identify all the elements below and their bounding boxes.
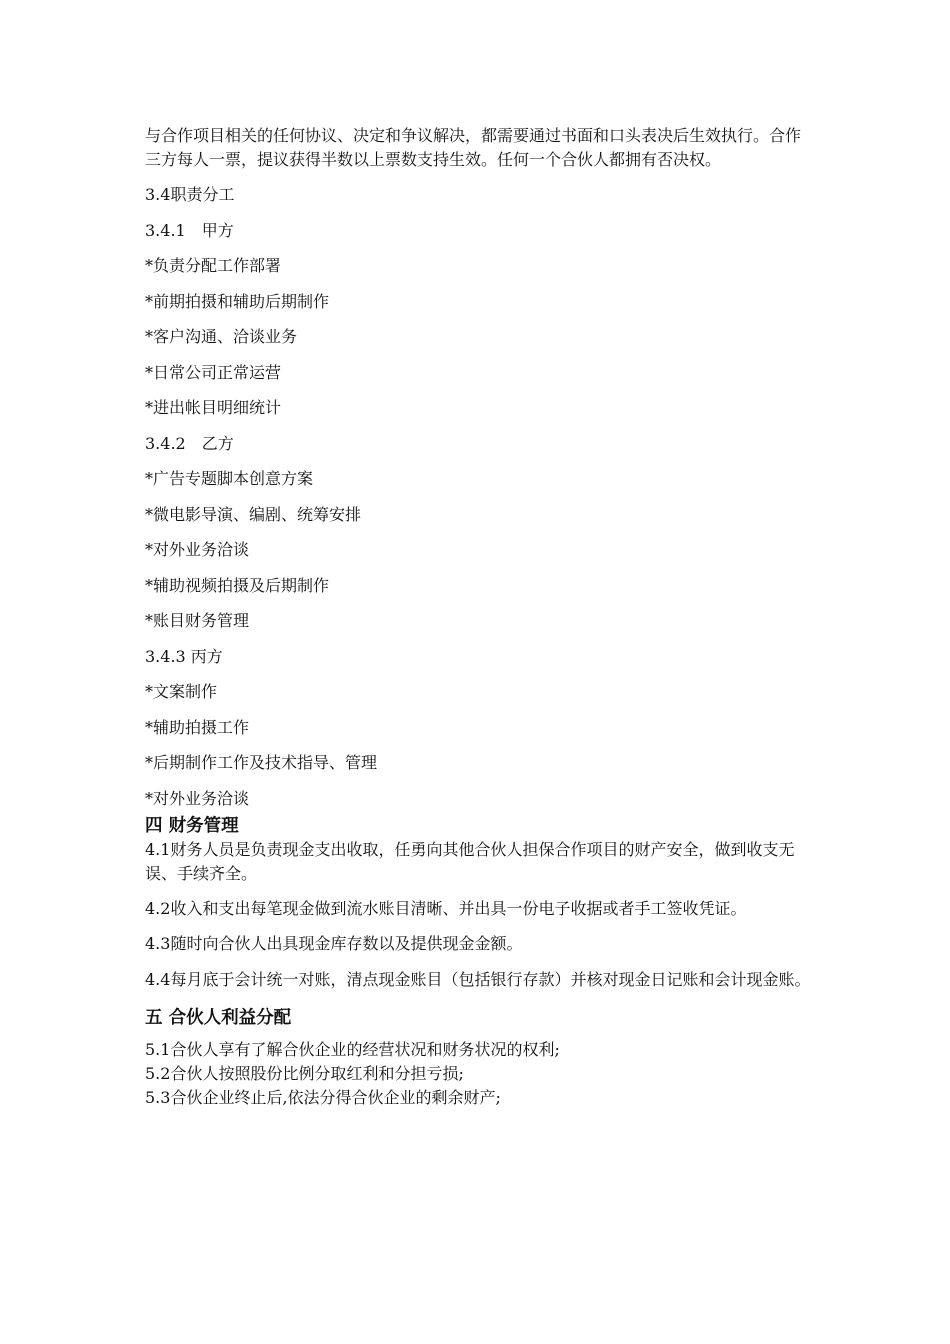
party-b-item: *辅助视频拍摄及后期制作 — [145, 575, 330, 595]
section-4-paragraph: 4.4每月底于会计统一对账，清点现金账目（包括银行存款）并核对现金日记账和会计现金账。 — [145, 969, 811, 989]
party-b-item: *广告专题脚本创意方案 — [145, 469, 314, 488]
section-5-item: 5.3合伙企业终止后,依法分得合伙企业的剩余财产; — [145, 1087, 501, 1107]
section-5-item: 5.1合伙人享有了解合伙企业的经营状况和财务状况的权利; — [145, 1039, 560, 1059]
party-b-item: *账目财务管理 — [145, 611, 250, 630]
section-4-paragraph: 4.1财务人员是负责现金支出收取，任勇向其他合伙人担保合作项目的财产安全，做到收支无误、手续齐全。 — [145, 839, 795, 883]
party-a-item: *日常公司正常运营 — [145, 362, 282, 382]
section-4-paragraph: 4.3随时向合伙人出具现金库存数以及提供现金金额。 — [145, 934, 523, 953]
party-a-title: 3.4.1 甲方 — [145, 220, 234, 240]
party-a-item: *前期拍摄和辅助后期制作 — [145, 291, 330, 311]
section-5-heading: 五 合伙人利益分配 — [145, 1007, 292, 1028]
party-a-item: *客户沟通、洽谈业务 — [145, 327, 298, 346]
party-c-item: *文案制作 — [145, 682, 218, 701]
party-a-item: *负责分配工作部署 — [145, 256, 282, 275]
intro-paragraph: 与合作项目相关的任何协议、决定和争议解决，都需要通过书面和口头表决后生效执行。合作三方每人一票，提议获得半数以上票数支持生效。任何一个合伙人都拥有否决权。 — [145, 126, 802, 169]
party-b-title: 3.4.2 乙方 — [145, 433, 234, 453]
party-c-item: *后期制作工作及技术指导、管理 — [145, 753, 378, 772]
section-3-4-title: 3.4职责分工 — [145, 185, 235, 204]
section-4-paragraph: 4.2收入和支出每笔现金做到流水账目清晰、并出具一份电子收据或者手工签收凭证。 — [145, 898, 747, 918]
party-c-item: *对外业务洽谈 — [145, 788, 250, 808]
party-c-title: 3.4.3 丙方 — [145, 646, 223, 666]
party-a-item: *进出帐目明细统计 — [145, 398, 282, 417]
section-5-item: 5.2合伙人按照股份比例分取红利和分担亏损; — [145, 1063, 464, 1083]
section-4-heading: 四 财务管理 — [145, 815, 239, 836]
party-b-item: *微电影导演、编剧、统筹安排 — [145, 504, 362, 524]
party-b-item: *对外业务洽谈 — [145, 540, 250, 559]
party-c-item: *辅助拍摄工作 — [145, 717, 250, 737]
document-body — [145, 124, 815, 1110]
